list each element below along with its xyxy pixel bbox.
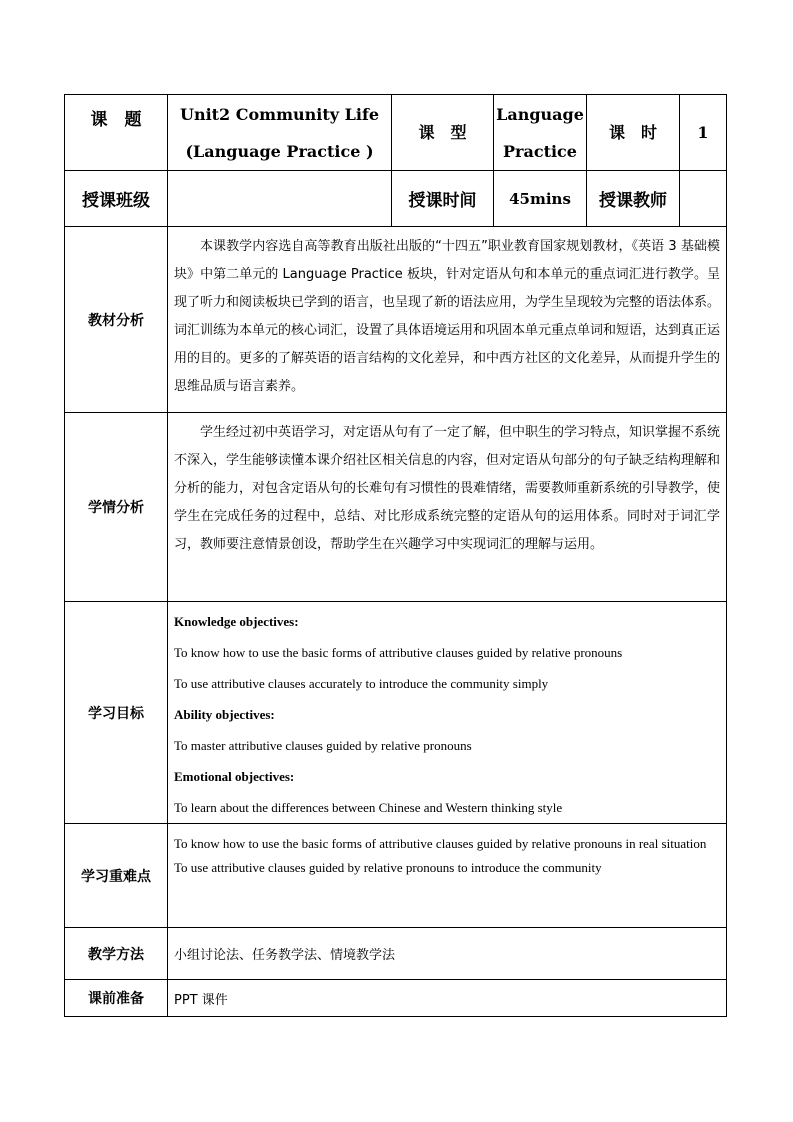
key-point-1: To know how to use the basic forms of attributive clauses guided by relative pronouns in real situation <box>174 836 707 851</box>
key-points-label-cell <box>65 824 168 928</box>
key-points-row <box>65 824 727 928</box>
teacher-value-cell <box>680 171 727 227</box>
class-label: 授课班级 <box>82 191 150 211</box>
class-info-row <box>65 171 727 227</box>
key-points-cell <box>168 824 727 928</box>
period-value-cell <box>680 95 727 171</box>
objectives-label: 学习目标 <box>88 705 144 722</box>
learners-text: 学生经过初中英语学习，对定语从句有了一定了解，但中职生的学习特点，知识掌握不系统不深入，学生能够读懂本课介绍社区相关信息的内容，但对定语从句部分的句子缺乏结构理解和分析的能力，对包含定语从句的长难句有习惯性的畏难情绪，需要教师重新系统的引导教学，使学生在完成任务的过程中，总结、对比形成系统完整的定语从句的运用体系。同时对于词汇学习，教师要注意情景创设，帮助学生在兴趣学习中实现词汇的理解与运用。 <box>174 425 721 552</box>
methods-value-cell <box>168 928 727 980</box>
learners-label-cell <box>65 413 168 602</box>
learners-row <box>65 413 727 602</box>
knowledge-heading: Knowledge objectives: <box>174 614 299 629</box>
preparation-label: 课前准备 <box>88 991 144 1007</box>
time-value-cell <box>494 171 587 227</box>
type-label: 课 型 <box>418 123 467 142</box>
key-points-label: 学习重难点 <box>81 868 151 885</box>
preparation-value-cell <box>168 980 727 1017</box>
knowledge-item-2: To use attributive clauses accurately to introduce the community simply <box>174 676 549 691</box>
period-value: 1 <box>697 123 709 142</box>
material-label: 教材分析 <box>88 312 144 329</box>
type-value-cell <box>494 95 587 171</box>
objectives-cell <box>168 602 727 824</box>
class-value-cell <box>168 171 392 227</box>
header-row <box>65 95 727 171</box>
lesson-plan-table <box>64 94 727 1017</box>
material-text: 本课教学内容选自高等教育出版社出版的“十四五”职业教育国家规划教材，《英语 3 基础模块》中第二单元的 Language Practice 板块，针对定语从句和本单元的重点词汇进行教学。呈现了听力和阅读板块已学到的语言，也呈现了新的语法应用，为学生呈现较为完整的语法体系。词汇训练为本单元的核心词汇，设置了具体语境运用和巩固本单元重点单词和短语，达到真正运用的目的。更多的了解英语的语言结构的文化差异，和中西方社区的文化差异，从而提升学生的思维品质与语言素养。 <box>174 239 721 394</box>
preparation-value: PPT 课件 <box>174 992 228 1008</box>
class-label-cell <box>65 171 168 227</box>
topic-label: 课 题 <box>90 110 142 130</box>
period-label-cell <box>587 95 680 171</box>
topic-value-cell <box>168 95 392 171</box>
emotional-item-1: To learn about the differences between Chinese and Western thinking style <box>174 800 563 815</box>
methods-label-cell <box>65 928 168 980</box>
type-value-line-2: Practice <box>503 141 577 161</box>
topic-line-1: Unit2 Community Life <box>179 104 379 124</box>
material-row <box>65 227 727 413</box>
objectives-label-cell <box>65 602 168 824</box>
preparation-label-cell <box>65 980 168 1017</box>
key-point-2: To use attributive clauses guided by relative pronouns to introduce the community <box>174 860 602 875</box>
type-label-cell <box>392 95 494 171</box>
material-text-cell <box>168 227 727 413</box>
preparation-row <box>65 980 727 1017</box>
period-label: 课 时 <box>608 123 657 142</box>
emotional-heading: Emotional objectives: <box>174 769 295 784</box>
methods-value: 小组讨论法、任务教学法、情境教学法 <box>174 948 396 963</box>
material-label-cell <box>65 227 168 413</box>
topic-line-2: (Language Practice ) <box>185 141 374 161</box>
time-value: 45mins <box>509 189 571 208</box>
ability-item-1: To master attributive clauses guided by relative pronouns <box>174 738 472 753</box>
ability-heading: Ability objectives: <box>174 707 275 722</box>
teacher-label-cell <box>587 171 680 227</box>
time-label-cell <box>392 171 494 227</box>
time-label: 授课时间 <box>408 191 477 211</box>
learners-label: 学情分析 <box>88 500 144 516</box>
knowledge-item-1: To know how to use the basic forms of attributive clauses guided by relative pronouns <box>174 645 623 660</box>
topic-label-cell <box>65 95 168 171</box>
objectives-row <box>65 602 727 824</box>
methods-label: 教学方法 <box>88 946 144 963</box>
methods-row <box>65 928 727 980</box>
type-value-line-1: Language <box>496 104 584 124</box>
learners-text-cell <box>168 413 727 602</box>
teacher-label: 授课教师 <box>599 191 667 211</box>
